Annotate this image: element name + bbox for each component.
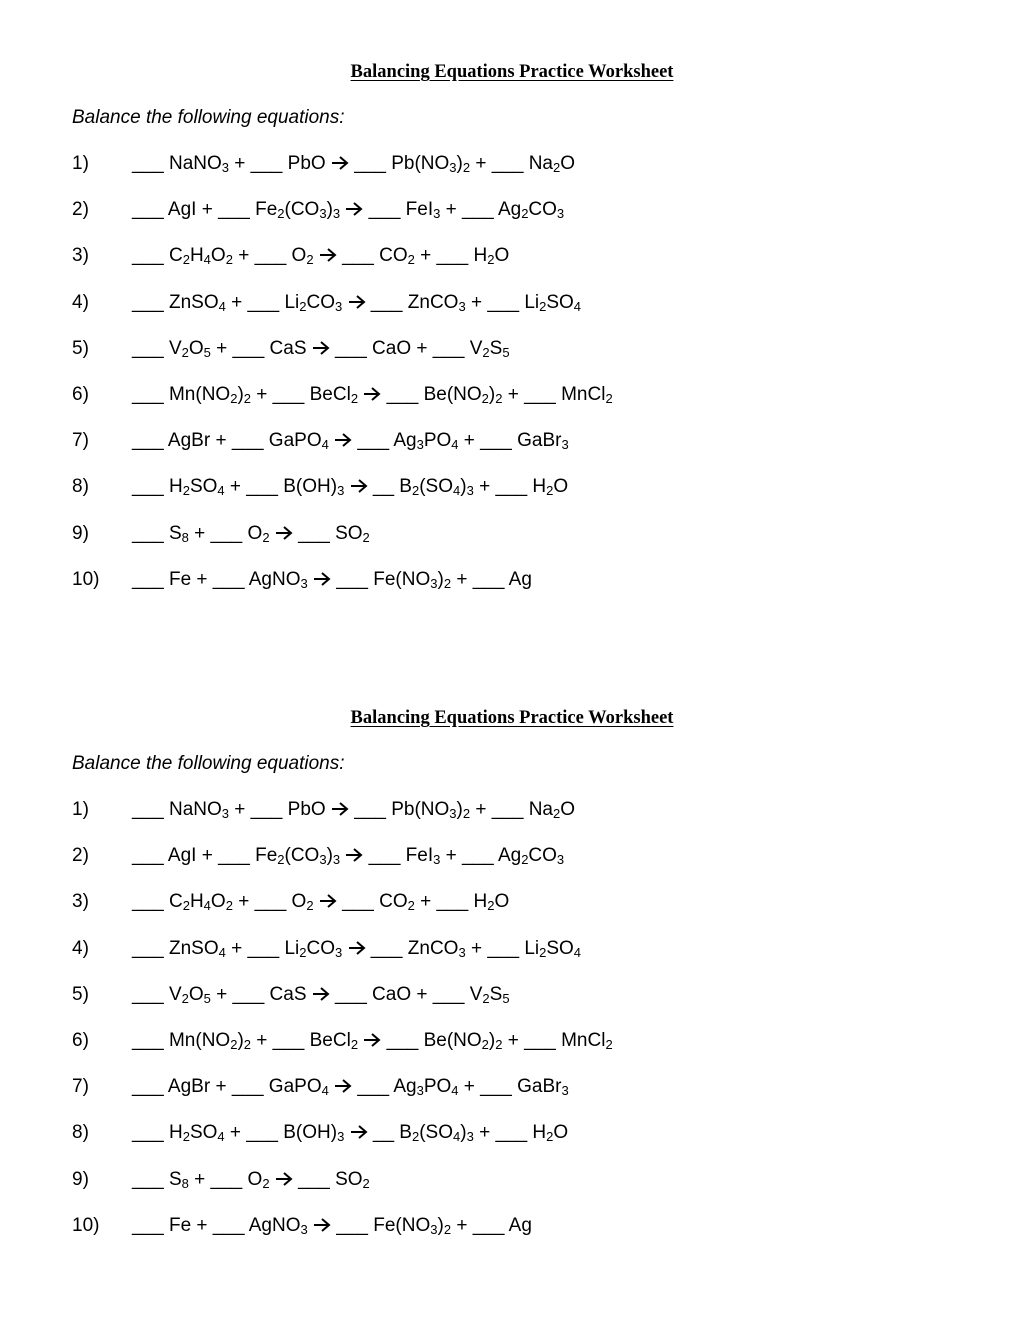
equation-text: ___ AgBr + ___ GaPO$_4$ ___ $Ag_3PO_4$ + ___ GaBr$_3$: [132, 430, 569, 453]
equation-number: 4): [72, 291, 89, 313]
equation-number: 8): [72, 1122, 89, 1144]
equation-text: ___ AgBr + ___ GaPO$_4$ ___ $Ag_3PO_4$ + ___ GaBr$_3$: [132, 1076, 569, 1099]
arrow-icon: [350, 479, 368, 493]
arrow-icon: [334, 433, 352, 447]
arrow-icon: [331, 802, 349, 816]
equation-list: [0, 799, 1024, 1261]
equation-number: 1): [72, 153, 89, 174]
equation-row: [0, 1122, 1024, 1168]
equation-row: [0, 1030, 1024, 1076]
equation-number: 10): [72, 1214, 100, 1236]
arrow-icon: [363, 1033, 381, 1047]
arrow-icon: [319, 248, 337, 262]
arrow-icon: [350, 1125, 368, 1139]
equation-text: ___ AgI + ___ $Fe_2(CO_3)_3$ ___ FeI$_3$ + ___ $Ag_2CO_3$: [132, 199, 565, 222]
equation-text: ___ $S_8$ + ___ $O_2$ ___ $SO_2$: [132, 522, 370, 545]
equation-text: ___ $C_2H_4O_2$ + ___ $O_2$ ___ $CO_2$ + ___ $H_2O$: [132, 891, 510, 914]
equation-text: ___ $V_2O_5$ + ___ CaS ___ CaO + ___ $V_2S_5$: [132, 337, 510, 360]
equation-row: [0, 476, 1024, 522]
equation-text: ___ $H_2SO_4$ + ___ $B(OH)_3$ __ $B_2(SO_4)_3$ + ___ $H_2O$: [132, 476, 569, 499]
equation-number: 7): [72, 430, 89, 452]
equation-number: 4): [72, 937, 89, 959]
equation-row: [0, 569, 1024, 615]
equation-number: 6): [72, 1029, 89, 1051]
arrow-icon: [275, 1172, 293, 1186]
equation-row: [0, 430, 1024, 476]
equation-row: [0, 984, 1024, 1030]
equation-number: 7): [72, 1076, 89, 1098]
arrow-icon: [334, 1079, 352, 1093]
arrow-icon: [345, 202, 363, 216]
equation-number: 2): [72, 199, 89, 221]
equation-text: ___ NaNO$_3$ + ___ PbO ___ $Pb(NO_3)_2$ + ___ $Na_2O$: [132, 153, 576, 175]
equation-text: ___ NaNO$_3$ + ___ PbO ___ $Pb(NO_3)_2$ + ___ $Na_2O$: [132, 799, 576, 821]
equation-row: [0, 153, 1024, 199]
equation-row: [0, 1076, 1024, 1122]
equation-text: ___ $S_8$ + ___ $O_2$ ___ $SO_2$: [132, 1168, 370, 1191]
arrow-icon: [275, 526, 293, 540]
instructions: Balance the following equations:: [72, 107, 345, 128]
arrow-icon: [312, 341, 330, 355]
equation-number: 3): [72, 245, 89, 267]
equation-text: ___ $V_2O_5$ + ___ CaS ___ CaO + ___ $V_2S_5$: [132, 983, 510, 1006]
arrow-icon: [363, 387, 381, 401]
equation-text: ___ Fe + ___ AgNO$_3$ ___ $Fe(NO_3)_2$ + ___ Ag: [132, 1214, 532, 1237]
equation-number: 2): [72, 845, 89, 867]
equation-number: 6): [72, 383, 89, 405]
instructions: Balance the following equations:: [72, 753, 345, 774]
equation-text: ___ Fe + ___ AgNO$_3$ ___ $Fe(NO_3)_2$ + ___ Ag: [132, 568, 532, 591]
equation-row: [0, 891, 1024, 937]
equation-text: ___ $Mn(NO_2)_2$ + ___ BeCl$_2$ ___ $Be(NO_2)_2$ + ___ MnCl$_2$: [132, 1029, 613, 1052]
arrow-icon: [348, 295, 366, 309]
equation-number: 9): [72, 522, 89, 544]
equation-row: [0, 384, 1024, 430]
equation-row: [0, 245, 1024, 291]
equation-row: [0, 845, 1024, 891]
equation-number: 1): [72, 799, 89, 820]
equation-row: [0, 292, 1024, 338]
equation-text: ___ AgI + ___ $Fe_2(CO_3)_3$ ___ FeI$_3$ + ___ $Ag_2CO_3$: [132, 845, 565, 868]
arrow-icon: [319, 894, 337, 908]
arrow-icon: [312, 987, 330, 1001]
arrow-icon: [313, 1218, 331, 1232]
equation-row: [0, 938, 1024, 984]
equation-text: ___ ZnSO$_4$ + ___ $Li_2CO_3$ ___ ZnCO$_3$ + ___ $Li_2SO_4$: [132, 937, 582, 960]
worksheet-title: Balancing Equations Practice Worksheet: [350, 62, 674, 82]
equation-list: [0, 153, 1024, 615]
equation-row: [0, 199, 1024, 245]
equation-number: 5): [72, 337, 89, 359]
equation-row: [0, 338, 1024, 384]
arrow-icon: [345, 848, 363, 862]
equation-row: [0, 1169, 1024, 1215]
equation-number: 8): [72, 476, 89, 498]
equation-number: 5): [72, 983, 89, 1005]
equation-row: [0, 799, 1024, 845]
arrow-icon: [348, 941, 366, 955]
equation-row: [0, 523, 1024, 569]
equation-text: ___ $H_2SO_4$ + ___ $B(OH)_3$ __ $B_2(SO_4)_3$ + ___ $H_2O$: [132, 1122, 569, 1145]
arrow-icon: [313, 572, 331, 586]
arrow-icon: [331, 156, 349, 170]
equation-number: 10): [72, 568, 100, 590]
equation-number: 9): [72, 1168, 89, 1190]
equation-text: ___ $Mn(NO_2)_2$ + ___ BeCl$_2$ ___ $Be(NO_2)_2$ + ___ MnCl$_2$: [132, 383, 613, 406]
equation-row: [0, 1215, 1024, 1261]
equation-text: ___ $C_2H_4O_2$ + ___ $O_2$ ___ $CO_2$ + ___ $H_2O$: [132, 245, 510, 268]
equation-text: ___ ZnSO$_4$ + ___ $Li_2CO_3$ ___ ZnCO$_3$ + ___ $Li_2SO_4$: [132, 291, 582, 314]
worksheet-title: Balancing Equations Practice Worksheet: [350, 708, 674, 728]
equation-number: 3): [72, 891, 89, 913]
